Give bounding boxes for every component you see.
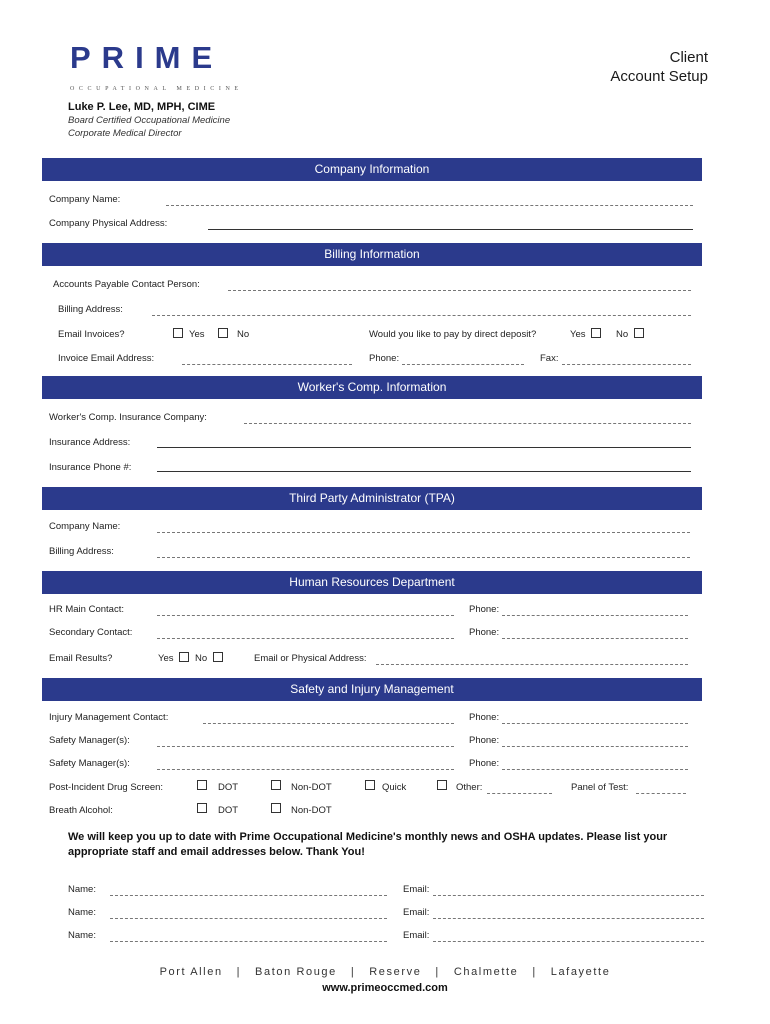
drug-screen-dot-label: DOT <box>218 782 239 793</box>
staff-name-label-2: Name: <box>68 907 96 918</box>
section-tpa: Third Party Administrator (TPA) <box>42 487 702 510</box>
billing-fax-field[interactable] <box>562 364 691 365</box>
company-address-label: Company Physical Address: <box>49 218 168 229</box>
breath-alcohol-non-dot-label: Non-DOT <box>291 805 332 816</box>
safety-manager-field-2[interactable] <box>157 769 454 770</box>
wc-phone-label: Insurance Phone #: <box>49 462 132 473</box>
hr-secondary-contact-field[interactable] <box>157 638 454 639</box>
billing-address-field[interactable] <box>152 315 691 316</box>
email-results-no-checkbox[interactable] <box>213 652 223 662</box>
drug-screen-label: Post-Incident Drug Screen: <box>49 782 164 793</box>
section-billing-information: Billing Information <box>42 243 702 266</box>
hr-main-contact-field[interactable] <box>157 615 454 616</box>
tpa-company-label: Company Name: <box>49 521 121 532</box>
staff-name-field-2[interactable] <box>110 918 387 919</box>
email-invoices-no-label: No <box>237 329 250 340</box>
section-human-resources: Human Resources Department <box>42 571 702 594</box>
injury-contact-label: Injury Management Contact: <box>49 712 169 723</box>
staff-name-label-3: Name: <box>68 930 96 941</box>
safety-phone-field-1[interactable] <box>502 746 688 747</box>
hr-main-phone-label: Phone: <box>469 604 500 615</box>
safety-manager-field-1[interactable] <box>157 746 454 747</box>
form-title-line2: Account Setup <box>610 68 708 85</box>
breath-alcohol-label: Breath Alcohol: <box>49 805 113 816</box>
safety-phone-label-2: Phone: <box>469 758 500 769</box>
ap-contact-label: Accounts Payable Contact Person: <box>53 279 200 290</box>
tpa-company-field[interactable] <box>157 532 690 533</box>
drug-screen-other-label: Other: <box>456 782 483 793</box>
safety-phone-field-2[interactable] <box>502 769 688 770</box>
wc-company-field[interactable] <box>244 423 691 424</box>
hr-secondary-phone-field[interactable] <box>502 638 688 639</box>
section-workers-comp: Worker's Comp. Information <box>42 376 702 399</box>
drug-screen-other-checkbox[interactable] <box>437 780 447 790</box>
staff-name-field-3[interactable] <box>110 941 387 942</box>
direct-deposit-no-checkbox[interactable] <box>634 328 644 338</box>
doctor-title-1: Board Certified Occupational Medicine <box>68 115 231 126</box>
drug-screen-other-field[interactable] <box>487 793 552 794</box>
direct-deposit-yes-label: Yes <box>570 329 586 340</box>
company-address-field[interactable] <box>208 229 693 230</box>
safety-manager-label-1: Safety Manager(s): <box>49 735 130 746</box>
email-invoices-yes-label: Yes <box>189 329 205 340</box>
staff-email-label-2: Email: <box>403 907 430 918</box>
email-physical-address-label: Email or Physical Address: <box>254 653 367 664</box>
drug-screen-non-dot-checkbox[interactable] <box>271 780 281 790</box>
company-name-label: Company Name: <box>49 194 121 205</box>
billing-phone-label: Phone: <box>369 353 400 364</box>
injury-contact-field[interactable] <box>203 723 454 724</box>
safety-phone-label-1: Phone: <box>469 735 500 746</box>
billing-fax-label: Fax: <box>540 353 559 364</box>
breath-alcohol-dot-label: DOT <box>218 805 239 816</box>
email-results-label: Email Results? <box>49 653 113 664</box>
company-name-field[interactable] <box>166 205 693 206</box>
billing-phone-field[interactable] <box>402 364 524 365</box>
hr-main-phone-field[interactable] <box>502 615 688 616</box>
drug-screen-dot-checkbox[interactable] <box>197 780 207 790</box>
form-title-line1: Client <box>669 49 708 66</box>
tpa-address-field[interactable] <box>157 557 690 558</box>
wc-phone-field[interactable] <box>157 471 691 472</box>
staff-name-field-1[interactable] <box>110 895 387 896</box>
injury-phone-label: Phone: <box>469 712 500 723</box>
invoice-email-field[interactable] <box>182 364 352 365</box>
form-title <box>610 48 708 86</box>
footer-locations: Port Allen | Baton Rouge | Reserve | Chalmette | Lafayette <box>159 966 611 978</box>
direct-deposit-no-label: No <box>616 329 629 340</box>
safety-manager-label-2: Safety Manager(s): <box>49 758 130 769</box>
wc-company-label: Worker's Comp. Insurance Company: <box>49 412 207 423</box>
staff-email-field-3[interactable] <box>433 941 704 942</box>
staff-name-label-1: Name: <box>68 884 96 895</box>
ap-contact-field[interactable] <box>228 290 691 291</box>
email-results-no-label: No <box>195 653 208 664</box>
logo-subtitle: OCCUPATIONAL MEDICINE <box>70 86 243 92</box>
footer-website-link[interactable]: www.primeoccmed.com <box>322 982 448 994</box>
email-physical-address-field[interactable] <box>376 664 688 665</box>
drug-screen-non-dot-label: Non-DOT <box>291 782 332 793</box>
email-results-yes-checkbox[interactable] <box>179 652 189 662</box>
direct-deposit-label: Would you like to pay by direct deposit? <box>369 329 537 340</box>
direct-deposit-yes-checkbox[interactable] <box>591 328 601 338</box>
wc-address-label: Insurance Address: <box>49 437 131 448</box>
doctor-name: Luke P. Lee, MD, MPH, CIME <box>68 101 216 113</box>
injury-phone-field[interactable] <box>502 723 688 724</box>
section-safety-injury: Safety and Injury Management <box>42 678 702 701</box>
section-company-information: Company Information <box>42 158 702 181</box>
email-invoices-no-checkbox[interactable] <box>218 328 228 338</box>
billing-address-label: Billing Address: <box>58 304 123 315</box>
drug-screen-quick-label: Quick <box>382 782 407 793</box>
breath-alcohol-dot-checkbox[interactable] <box>197 803 207 813</box>
hr-secondary-phone-label: Phone: <box>469 627 500 638</box>
email-invoices-yes-checkbox[interactable] <box>173 328 183 338</box>
email-results-yes-label: Yes <box>158 653 174 664</box>
invoice-email-label: Invoice Email Address: <box>58 353 155 364</box>
doctor-title-2: Corporate Medical Director <box>68 128 182 139</box>
panel-of-test-label: Panel of Test: <box>571 782 629 793</box>
breath-alcohol-non-dot-checkbox[interactable] <box>271 803 281 813</box>
panel-of-test-field[interactable] <box>636 793 686 794</box>
email-invoices-label: Email Invoices? <box>58 329 125 340</box>
wc-address-field[interactable] <box>157 447 691 448</box>
drug-screen-quick-checkbox[interactable] <box>365 780 375 790</box>
hr-secondary-contact-label: Secondary Contact: <box>49 627 133 638</box>
staff-email-label-1: Email: <box>403 884 430 895</box>
logo-wordmark: PRIME <box>70 40 224 75</box>
staff-email-label-3: Email: <box>403 930 430 941</box>
staff-email-field-1[interactable] <box>433 895 704 896</box>
newsletter-message: We will keep you up to date with Prime Occupational Medicine's monthly news and OSHA updates. Please list your appropriate staff and email addresses below. Thank You! <box>68 831 668 858</box>
hr-main-contact-label: HR Main Contact: <box>49 604 124 615</box>
staff-email-field-2[interactable] <box>433 918 704 919</box>
tpa-address-label: Billing Address: <box>49 546 114 557</box>
